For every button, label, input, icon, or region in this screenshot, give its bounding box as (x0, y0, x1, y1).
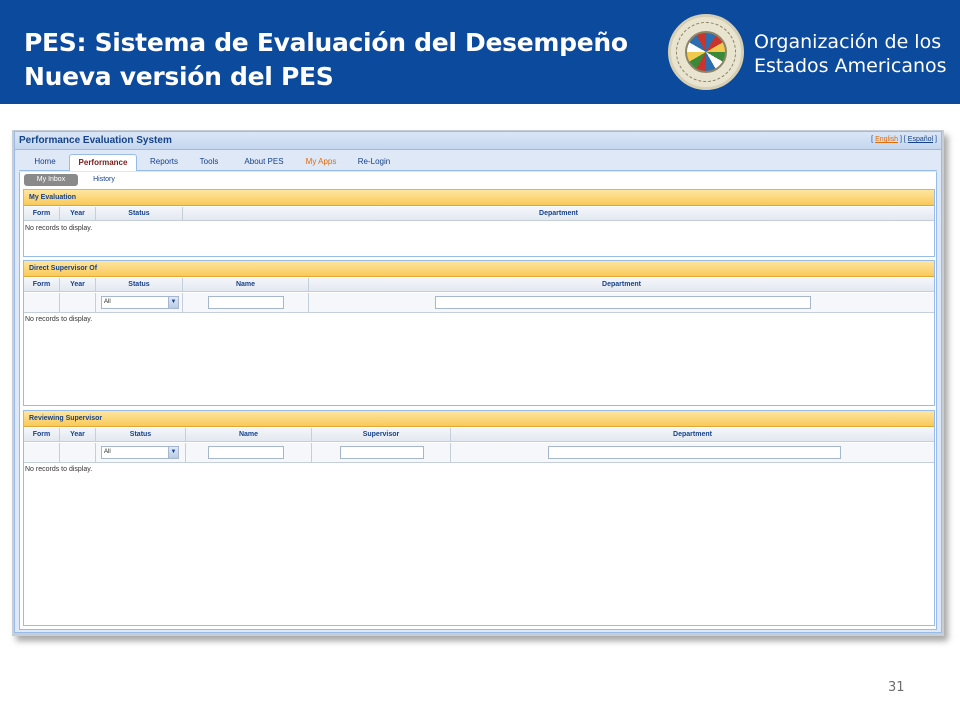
slide-title (24, 26, 628, 94)
pes-app-window (14, 131, 942, 633)
col-form[interactable]: Form (24, 207, 60, 221)
status-filter-select[interactable] (101, 296, 179, 309)
tab-performance[interactable]: Performance (69, 154, 137, 171)
name-filter-input[interactable] (208, 446, 284, 459)
status-filter-value: All (104, 449, 111, 455)
slide-header (0, 0, 960, 104)
lang-english-link[interactable]: English (875, 136, 899, 143)
col-year[interactable]: Year (60, 278, 96, 292)
supervisor-filter-input[interactable] (340, 446, 424, 459)
reviewing-supervisor-header: Reviewing Supervisor (24, 411, 934, 427)
filter-row (24, 443, 934, 463)
status-filter-select[interactable] (101, 446, 179, 459)
direct-supervisor-grid (23, 260, 935, 406)
col-department[interactable]: Department (183, 207, 934, 221)
status-filter-value: All (104, 299, 111, 305)
col-name[interactable]: Name (183, 278, 309, 292)
app-title: Performance Evaluation System (19, 135, 172, 146)
main-tabs (19, 153, 937, 171)
col-year[interactable]: Year (60, 207, 96, 221)
tab-my-apps[interactable]: My Apps (305, 157, 337, 166)
subtab-my-inbox[interactable]: My Inbox (24, 174, 78, 186)
lang-bracket-close: ] (935, 136, 937, 143)
col-department[interactable]: Department (451, 428, 934, 442)
org-name-line-1: Organización de los (754, 31, 942, 53)
dropdown-arrow-icon[interactable]: ▼ (168, 297, 178, 308)
department-filter-input[interactable] (548, 446, 841, 459)
subtab-history[interactable]: History (93, 176, 115, 183)
org-name-line-2: Estados Americanos (754, 55, 947, 77)
tab-tools[interactable]: Tools (199, 157, 219, 166)
tab-reports[interactable]: Reports (149, 157, 178, 166)
filter-row (24, 293, 934, 313)
performance-panel (19, 172, 937, 630)
col-name[interactable]: Name (186, 428, 312, 442)
tab-re-login[interactable]: Re-Login (357, 157, 391, 166)
oas-logo (668, 14, 948, 92)
col-status[interactable]: Status (96, 428, 186, 442)
name-filter-input[interactable] (208, 296, 284, 309)
col-form[interactable]: Form (24, 278, 60, 292)
my-evaluation-grid (23, 189, 935, 257)
no-records-text: No records to display. (25, 225, 93, 232)
lang-bracket-sep: ] [ (900, 136, 906, 143)
tab-about-pes[interactable]: About PES (244, 157, 284, 166)
reviewing-supervisor-grid (23, 410, 935, 626)
col-supervisor[interactable]: Supervisor (312, 428, 451, 442)
no-records-text: No records to display. (25, 316, 93, 323)
col-status[interactable]: Status (96, 278, 183, 292)
lang-bracket-open: [ (871, 136, 874, 143)
col-form[interactable]: Form (24, 428, 60, 442)
col-status[interactable]: Status (96, 207, 183, 221)
my-evaluation-header: My Evaluation (24, 190, 934, 206)
title-line-1: PES: Sistema de Evaluación del Desempeño (24, 28, 628, 57)
title-line-2: Nueva versión del PES (24, 62, 334, 91)
department-filter-input[interactable] (435, 296, 811, 309)
direct-supervisor-header: Direct Supervisor Of (24, 261, 934, 277)
tab-home[interactable]: Home (34, 157, 56, 166)
lang-spanish-link[interactable]: Español (907, 136, 934, 143)
app-titlebar (15, 132, 941, 150)
col-department[interactable]: Department (309, 278, 934, 292)
no-records-text: No records to display. (25, 466, 93, 473)
col-year[interactable]: Year (60, 428, 96, 442)
dropdown-arrow-icon[interactable]: ▼ (168, 447, 178, 458)
language-switch (871, 136, 937, 143)
org-name (754, 30, 947, 78)
page-number: 31 (888, 680, 905, 695)
oas-seal-icon (668, 14, 744, 90)
